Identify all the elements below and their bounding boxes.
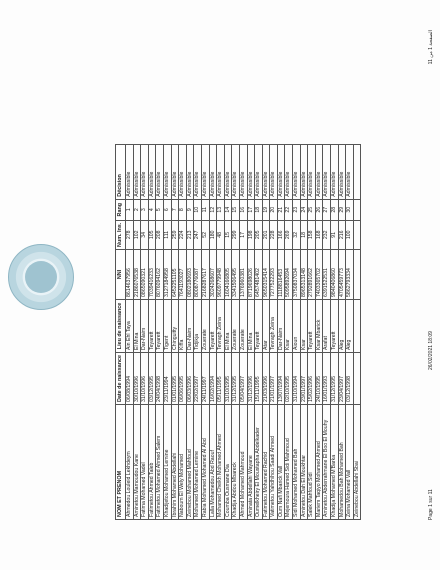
table-cell-nni: 7403365702 [315,249,323,299]
table-cell-pob: Zouerate [201,299,209,352]
table-cell-name: Fatima Mohamed Vadel [141,405,149,520]
table-cell-name: Coumba Ousmane Dia [224,405,232,520]
table-row [353,144,361,519]
table-cell-ins: 168 [315,220,323,249]
table-cell-nni: 9609779948 [217,249,225,299]
table-cell-ins: 48 [217,220,225,249]
header-dob: Date de naissance [116,352,126,404]
table-cell-dec: Admissible [262,144,270,199]
table-cell-pob: Ain Ehl Taya [126,299,134,352]
table-cell-rang: 21 [277,199,285,220]
table-cell-rang: 22 [285,199,293,220]
table-cell-rang: 15 [232,199,240,220]
table-cell-dec: Admissible [270,144,278,199]
table-cell-nni: 9840406860 [331,249,339,299]
table-cell-ins: 232 [323,220,331,249]
table-cell-rang: 24 [300,199,308,220]
table-row [270,144,278,519]
table-cell-dec: Admissible [179,144,187,199]
table-cell-nni: 7641193027 [179,249,187,299]
table-cell-nni: 8965313148 [300,249,308,299]
table-row [232,144,240,519]
table-cell-ins: 102 [133,220,141,249]
table-cell-pob: Teyarett [308,299,316,352]
table-row [126,144,134,519]
table-cell-rang: 7 [171,199,179,220]
table-cell-dob: 03/12/1998 [346,352,354,404]
table-row [194,144,202,519]
table-cell-dec: Admissible [300,144,308,199]
table-cell-nni: 2168287617 [201,249,209,299]
table-cell-ins: 158 [308,220,316,249]
table-cell-nni: 6452251105 [171,249,179,299]
table-cell-dec: Admissible [201,144,209,199]
table-cell-rang: 27 [323,199,331,220]
table-cell-name: Mohamedou Bah Mohamed Bah [338,405,346,520]
table-cell-name: Mejemoura Hamed Sidi Mahmoud [285,405,293,520]
table-cell-pob: Tidjikja [194,299,202,352]
table-cell-dec: Admissible [171,144,179,199]
table-cell-name: Khadija Mohamed M'Barka [331,405,339,520]
table-cell-dec: Admissible [186,144,194,199]
table-cell-dob: 06/08/1994 [126,352,134,404]
table-cell-name: Oum Nafi Mbarick Vall [277,405,285,520]
table-cell-rang: 20 [270,199,278,220]
table-cell-dec: Admissible [126,144,134,199]
table-cell-name: Salek Mahfoud Sidi [308,405,316,520]
table-cell-name: Mariem Taqiyo Mohamed Ahmed [315,405,323,520]
table-cell-nni: 3341506495 [232,249,240,299]
table-cell-ins: 18 [300,220,308,249]
table-cell-rang: 29 [338,199,346,220]
table-cell-pob: Atar [262,299,270,352]
table-cell-ins: 269 [285,220,293,249]
table-cell-dob: 02/10/1995 [285,352,293,404]
table-row [224,144,232,519]
table-cell-dob: 30/10/1996 [133,352,141,404]
table-cell-dec: Admissible [194,144,202,199]
table-row [255,144,263,519]
table-cell-dec: Admissible [247,144,255,199]
table-cell-name: Fatimetou Mohamed Ahmed Salem [156,405,164,520]
table-cell-ins: 216 [338,220,346,249]
table-row [346,144,354,519]
table-cell-dob: 31/12/1995 [232,352,240,404]
table-cell-pob: Teyarett [209,299,217,352]
table-cell-dob: 21/03/1996 [262,352,270,404]
table-cell-rang: 26 [315,199,323,220]
table-cell-dob: 31/10/1994 [293,352,301,404]
header-ins: Num. Ins. [116,220,126,249]
table-cell-name: Zeina Mohamed Vall [346,405,354,520]
table-cell-ins: 198 [247,220,255,249]
table-cell-pob: Kiffa [179,299,187,352]
table-cell-name: Mohamed Cheikh Mohamed Ahmed [217,405,225,520]
table-cell-name: Ahmedou Louleid Lekhdeym [126,405,134,520]
table-cell-name: Aminetou Mamoudou Kane [133,405,141,520]
table-row [308,144,316,519]
table-cell-dob: 23/04/1997 [338,352,346,404]
national-seal-logo [8,244,74,310]
table-cell-ins: 259 [171,220,179,249]
table-cell-dob: 22/02/1997 [194,352,202,404]
table-cell-dob: 15/11/1995 [255,352,263,404]
table-cell-dec: Admissible [148,144,156,199]
table-cell-pob: Tevragh Zeina [270,299,278,352]
table-cell-pob: Teyarett [255,299,263,352]
table-cell-ins: 105 [148,220,156,249]
table-row [315,144,323,519]
table-cell-dec: Admissible [308,144,316,199]
table-cell-rang: 1 [126,199,134,220]
table-cell-pob: Chinguitty [171,299,179,352]
table-cell-dec: Admissible [285,144,293,199]
table-cell-ins: 224 [179,220,187,249]
table-cell-dob: 24/10/1995 [315,352,323,404]
table-cell-pob: El Mina [133,299,141,352]
table-cell-pob: Zouerate [239,299,247,352]
table-cell-nni: 1376960381 [239,249,247,299]
table-row [239,144,247,519]
table-cell-dob: 16/02/1994 [209,352,217,404]
table-cell-pob: Ksar [300,299,308,352]
table-cell-pob: El Mina [247,299,255,352]
table-cell-pob: Teyarett [331,299,339,352]
table-header-row [116,144,126,519]
table-cell-ins: 100 [346,220,354,249]
table-cell-dec: Admissible [331,144,339,199]
table-cell-ins [353,220,361,249]
table-cell-dec: Admissible [217,144,225,199]
table-cell-dec: Admissible [209,144,217,199]
footer-arabic-page: الصفحة 1 من 11 [428,30,434,65]
table-cell-rang: 3 [141,199,149,220]
results-table [115,144,361,520]
table-row [141,144,149,519]
table-cell-ins: 166 [277,220,285,249]
table-row [247,144,255,519]
table-cell-dob: 24/04/1998 [156,352,164,404]
table-cell-name: Aminetou Dah El Moukhtar [300,405,308,520]
table-cell-ins: 32 [293,220,301,249]
table-cell-ins: 228 [270,220,278,249]
table-cell-nni: 8076094162 [156,249,164,299]
table-cell-name: Lalla Mohamedou Abd Raouf [209,405,217,520]
table-cell-name: Ibrahim Mohamed Abdellahi [171,405,179,520]
footer-page-number: Page 1 sur 11 [428,489,434,520]
table-cell-name: Mohamed Mohamed Lemine [194,405,202,520]
table-row [156,144,164,519]
table-cell-name: Fatimetou Ahmed Taleb [148,405,156,520]
table-cell-ins: 278 [126,220,134,249]
table-cell-nni: 8008776087 [194,249,202,299]
table-cell-nni: 6391522531 [323,249,331,299]
table-cell-dec: Admissible [323,144,331,199]
table-cell-name: Oumelkheiry El Moustapha Abdelkader [255,405,263,520]
table-cell-pob: Dar-Naim [277,299,285,352]
table-row [133,144,141,519]
table-cell-ins: 247 [194,220,202,249]
table-cell-ins: 180 [209,220,217,249]
table-cell-dec: Admissible [293,144,301,199]
header-decision: Décision [116,144,126,199]
table-cell-pob: Tevragh Zeina [217,299,225,352]
table-cell-dob: 23/01/1997 [300,352,308,404]
table-cell-nni: 1118816453 [277,249,285,299]
table-cell-ins: 34 [141,220,149,249]
table-row [285,144,293,519]
table-cell-ins: 208 [156,220,164,249]
table-cell-rang: 4 [148,199,156,220]
table-cell-ins: 201 [262,220,270,249]
table-cell-nni: 7277522293 [270,249,278,299]
table-cell-dec: Admissible [277,144,285,199]
table-cell-dob: 31/12/1996 [247,352,255,404]
table-row [338,144,346,519]
table-row [163,144,171,519]
table-cell-name: Ahmed Mohamed Mahmoud [239,405,247,520]
table-cell-pob: Aleg [338,299,346,352]
header-pob: Lieu de naissance [116,299,126,352]
table-cell-ins: 213 [186,220,194,249]
header-name: NOM ET PRENOM [116,405,126,520]
table-cell-name: Vatimetou Yahdhihou Saadi Ahmed [270,405,278,520]
table-cell-pob: Ksar Mbarick [315,299,323,352]
table-cell-dob: 31/10/1995 [224,352,232,404]
table-cell-name: Khadija Abdou Mbareck [232,405,240,520]
table-cell-pob: Aleg [346,299,354,352]
table-cell-pob: Arafat [323,299,331,352]
table-row [209,144,217,519]
table-cell-dob: 23/11/1994 [163,352,171,404]
table-cell-dob: 16/01/1993 [323,352,331,404]
table-cell-rang: 16 [239,199,247,220]
table-cell-name: Zeinebou Mohamed Mahfoud [186,405,194,520]
table-cell-rang: 9 [186,199,194,220]
table-cell-rang: 19 [262,199,270,220]
table-row [293,144,301,519]
table-cell-rang: 11 [201,199,209,220]
table-cell-nni: 2186076538 [133,249,141,299]
table-row [171,144,179,519]
table-cell-rang: 17 [247,199,255,220]
table-cell-dob: 24/11/1997 [201,352,209,404]
table-row [179,144,187,519]
table-cell-dec: Admissible [239,144,247,199]
table-cell-nni: 8614637956 [126,249,134,299]
table-row [277,144,285,519]
table-row [331,144,339,519]
table-cell-rang: 28 [331,199,339,220]
table-cell-nni: 3750837034 [293,249,301,299]
table-cell-ins: 299 [232,220,240,249]
table-cell-pob: Dar-Naim [186,299,194,352]
table-cell-dob: 21/01/1997 [270,352,278,404]
table-cell-ins: 15 [224,220,232,249]
header-rang: Rang [116,199,126,220]
table-cell-pob: Teyarett [156,299,164,352]
table-cell-dec: Admissible [346,144,354,199]
table-cell-name: Khadijetou Mohamed Lemine [163,405,171,520]
table-cell-dec: Admissible [338,144,346,199]
table-cell-dec: Admissible [133,144,141,199]
table-cell-dec: Admissible [156,144,164,199]
table-cell-pob: Dar-Naim [141,299,149,352]
table-cell-ins: 205 [255,220,263,249]
table-cell-nni: 6457481402 [255,249,263,299]
table-cell-nni: 5095892694 [285,249,293,299]
table-cell-rang: 14 [224,199,232,220]
table-cell-rang: 12 [209,199,217,220]
table-cell-dob: 05/11/1995 [217,352,225,404]
table-row [300,144,308,519]
table-row [262,144,270,519]
table-row [201,144,209,519]
table-cell-nni: 8719698026 [247,249,255,299]
table-row [148,144,156,519]
table-cell-nni: 0802180693 [186,249,194,299]
table-cell-pob: El Mina [224,299,232,352]
table-cell-dob: 01/01/1995 [171,352,179,404]
table-cell-rang: 23 [293,199,301,220]
table-cell-rang: 10 [194,199,202,220]
table-cell-ins: 17 [239,220,247,249]
table-cell-name: Sidi Mohamed Mohamed Bah [293,405,301,520]
table-cell-rang: 5 [156,199,164,220]
table-cell-dec: Admissible [163,144,171,199]
table-cell-dec: Admissible [141,144,149,199]
table-cell-pob: Zouerate [232,299,240,352]
table-cell-name: Rabia Mohamed Mohamed Al Abd [201,405,209,520]
table-cell-rang: 8 [179,199,187,220]
table-cell-ins: 91 [331,220,339,249]
table-cell-nni: 2792891662 [308,249,316,299]
table-cell-pob: Teyarett [148,299,156,352]
table-cell-rang: 2 [133,199,141,220]
table-cell-nni: 7039416233 [148,249,156,299]
table-cell-dob: 03/12/1995 [148,352,156,404]
table-cell-dob: 06/03/1996 [186,352,194,404]
table-cell-name: Aminata Abdellahi Wayane [247,405,255,520]
table-cell-rang: 25 [308,199,316,220]
table-cell-rang: 13 [217,199,225,220]
table-row [323,144,331,519]
table-cell-dec: Admissible [315,144,323,199]
table-cell-dec: Admissible [232,144,240,199]
table-cell-rang: 6 [163,199,171,220]
table-cell-nni: 3127184958 [163,249,171,299]
table-cell-name: Zeinebou Abdellahi Sbai [353,405,361,520]
table-row [186,144,194,519]
table-cell-pob [353,299,361,352]
table-cell-pob: Tigent [163,299,171,352]
table-cell-dec: Admissible [224,144,232,199]
table-cell-dec [353,144,361,199]
header-nni: NNI [116,249,126,299]
table-cell-dec: Admissible [255,144,263,199]
table-cell-name: Aminetou Abderrahmane El Boo El Mouhy [323,405,331,520]
table-cell-nni: 9650315414 [262,249,270,299]
table-cell-pob: Ksar [285,299,293,352]
table-cell-nni: 1604166805 [224,249,232,299]
table-cell-name: Fatimetou Mohamed Rachid [262,405,270,520]
table-row [217,144,225,519]
table-cell-dob: 13/07/1994 [277,352,285,404]
table-cell-rang: 18 [255,199,263,220]
table-cell-ins: 52 [201,220,209,249]
table-cell-rang: 30 [346,199,354,220]
table-cell-nni: 0865090321 [141,249,149,299]
table-cell-rang [353,199,361,220]
table-cell-pob: Aioun [293,299,301,352]
table-cell-ins: 111 [163,220,171,249]
table-cell-dob [353,352,361,404]
table-cell-dob: 31/10/1996 [141,352,149,404]
table-cell-name: Naboum El Wely Mohamed [179,405,187,520]
table-cell-dob: 06/06/1995 [179,352,187,404]
table-cell-dob: 05/04/1997 [239,352,247,404]
footer-date: 26/02/2021 18:09 [428,331,434,370]
table-cell-nni [353,249,361,299]
table-cell-dob: 31/12/1995 [331,352,339,404]
table-cell-nni: 3024268607 [209,249,217,299]
table-cell-dob: 15/02/1996 [308,352,316,404]
table-cell-nni: 4705459773 [338,249,346,299]
table-cell-nni: 5862793334 [346,249,354,299]
